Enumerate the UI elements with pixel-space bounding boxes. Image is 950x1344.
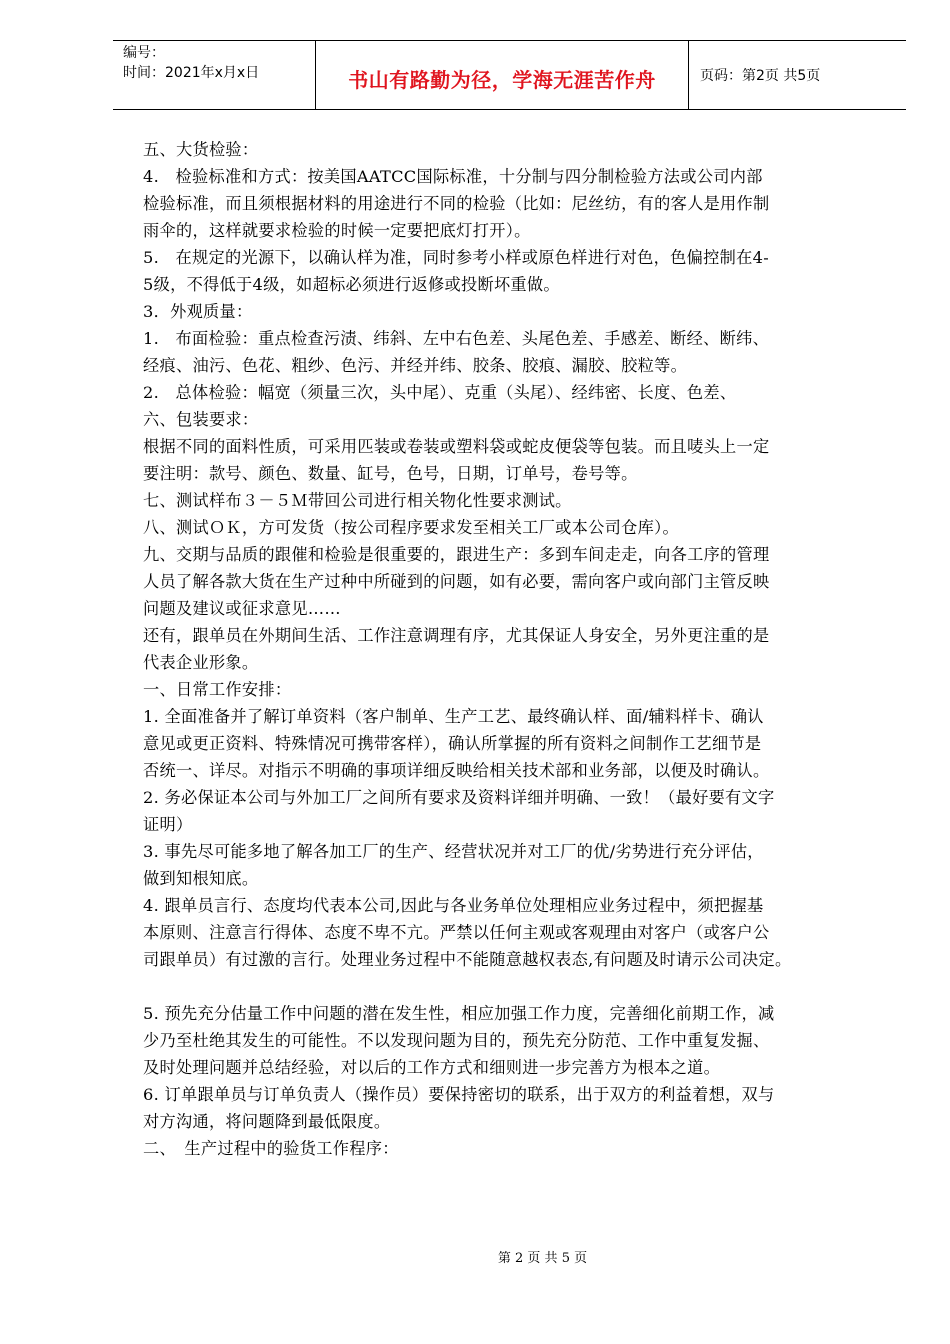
body-line: 检验标准，而且须根据材料的用途进行不同的检验（比如：尼丝纺，有的客人是用作制	[143, 194, 770, 213]
body-line: 雨伞的，这样就要求检验的时候一定要把底灯打开）。	[143, 221, 531, 240]
body-line: 及时处理问题并总结经验，对以后的工作方式和细则进一步完善方为根本之道。	[143, 1058, 721, 1077]
body-line: 做到知根知底。	[143, 869, 259, 888]
body-line: 意见或更正资料、特殊情况可携带客样），确认所掌握的所有资料之间制作工艺细节是	[143, 734, 762, 753]
header-left-cell	[113, 41, 316, 109]
body-line: 对方沟通，将问题降到最低限度。	[143, 1112, 391, 1131]
body-line: 六、包装要求：	[143, 410, 259, 429]
page-header	[113, 40, 906, 110]
body-line: 九、交期与品质的跟催和检验是很重要的，跟进生产：多到车间走走，向各工序的管理	[143, 545, 770, 564]
body-line: 人员了解各款大货在生产过种中所碰到的问题，如有必要，需向客户或向部门主管反映	[143, 572, 770, 591]
body-line: 还有，跟单员在外期间生活、工作注意调理有序，尤其保证人身安全，另外更注重的是	[143, 626, 770, 645]
body-line: 5. 在规定的光源下，以确认样为准，同时参考小样或原色样进行对色，色偏控制在4-	[143, 248, 769, 267]
body-line: 经痕、油污、色花、粗纱、色污、并经并纬、胶条、胶痕、漏胶、胶粒等。	[143, 356, 688, 375]
body-line: 八、测试ＯＫ，方可发货（按公司程序要求发至相关工厂或本公司仓库）。	[143, 518, 679, 537]
page-footer: 第 2 页 共 5 页	[497, 1251, 588, 1266]
body-line: 一、日常工作安排：	[143, 680, 292, 699]
body-line: 4. 跟单员言行、态度均代表本公司,因此与各业务单位处理相应业务过程中，须把握基	[143, 896, 764, 915]
body-line: 本原则、注意言行得体、态度不卑不亢。严禁以任何主观或客观理由对客户（或客户公	[143, 923, 770, 942]
body-line: 5. 预先充分估量工作中问题的潜在发生性，相应加强工作力度，完善细化前期工作，减	[143, 1004, 775, 1023]
document-body	[143, 136, 888, 1162]
header-right-cell	[690, 41, 906, 109]
body-line: 代表企业形象。	[143, 653, 259, 672]
body-line: 5级，不得低于4级，如超标必须进行返修或投断坏重做。	[143, 275, 560, 294]
body-line: 二、 生产过程中的验货工作程序：	[143, 1139, 399, 1158]
body-line: 4. 检验标准和方式：按美国AATCC国际标准，十分制与四分制检验方法或公司内部	[143, 167, 763, 186]
body-line: 否统一、详尽。对指示不明确的事项详细反映给相关技术部和业务部，以便及时确认。	[143, 761, 770, 780]
body-line: 2. 总体检验：幅宽（须量三次，头中尾）、克重（头尾）、经纬密、长度、色差、	[143, 383, 737, 402]
body-line: 1. 布面检验：重点检查污渍、纬斜、左中右色差、头尾色差、手感差、断经、断纬、	[143, 329, 770, 348]
header-middle-cell	[316, 41, 689, 109]
motto: 书山有路勤为径，学海无涯苦作舟	[348, 68, 656, 92]
body-line: 问题及建议或征求意见……	[143, 599, 341, 618]
body-line: 根据不同的面料性质，可采用匹装或卷装或塑料袋或蛇皮便袋等包装。而且唛头上一定	[143, 437, 770, 456]
body-line: 司跟单员）有过激的言行。处理业务过程中不能随意越权表态,有问题及时请示公司决定。	[143, 950, 792, 969]
page-info: 页码：第2页 共5页	[700, 68, 821, 84]
body-line: 少乃至杜绝其发生的可能性。不以发现问题为目的，预先充分防范、工作中重复发掘、	[143, 1031, 770, 1050]
time-label: 时间：2021年x月x日	[123, 65, 260, 81]
body-line: 证明）	[143, 815, 193, 834]
body-line: 2. 务必保证本公司与外加工厂之间所有要求及资料详细并明确、一致！（最好要有文字	[143, 788, 775, 807]
body-line: 3．外观质量：	[143, 302, 253, 321]
number-label: 编号：	[123, 45, 165, 61]
body-line: 五、大货检验：	[143, 140, 259, 159]
body-line: 要注明：款号、颜色、数量、缸号，色号，日期，订单号，卷号等。	[143, 464, 638, 483]
body-line: 3. 事先尽可能多地了解各加工厂的生产、经营状况并对工厂的优/劣势进行充分评估，	[143, 842, 764, 861]
body-line: 6. 订单跟单员与订单负责人（操作员）要保持密切的联系，出于双方的利益着想，双与	[143, 1085, 775, 1104]
body-line: 七、测试样布３－５Ｍ带回公司进行相关物化性要求测试。	[143, 491, 572, 510]
body-line	[143, 973, 888, 1000]
body-line: 1. 全面准备并了解订单资料（客户制单、生产工艺、最终确认样、面/辅料样卡、确认	[143, 707, 764, 726]
